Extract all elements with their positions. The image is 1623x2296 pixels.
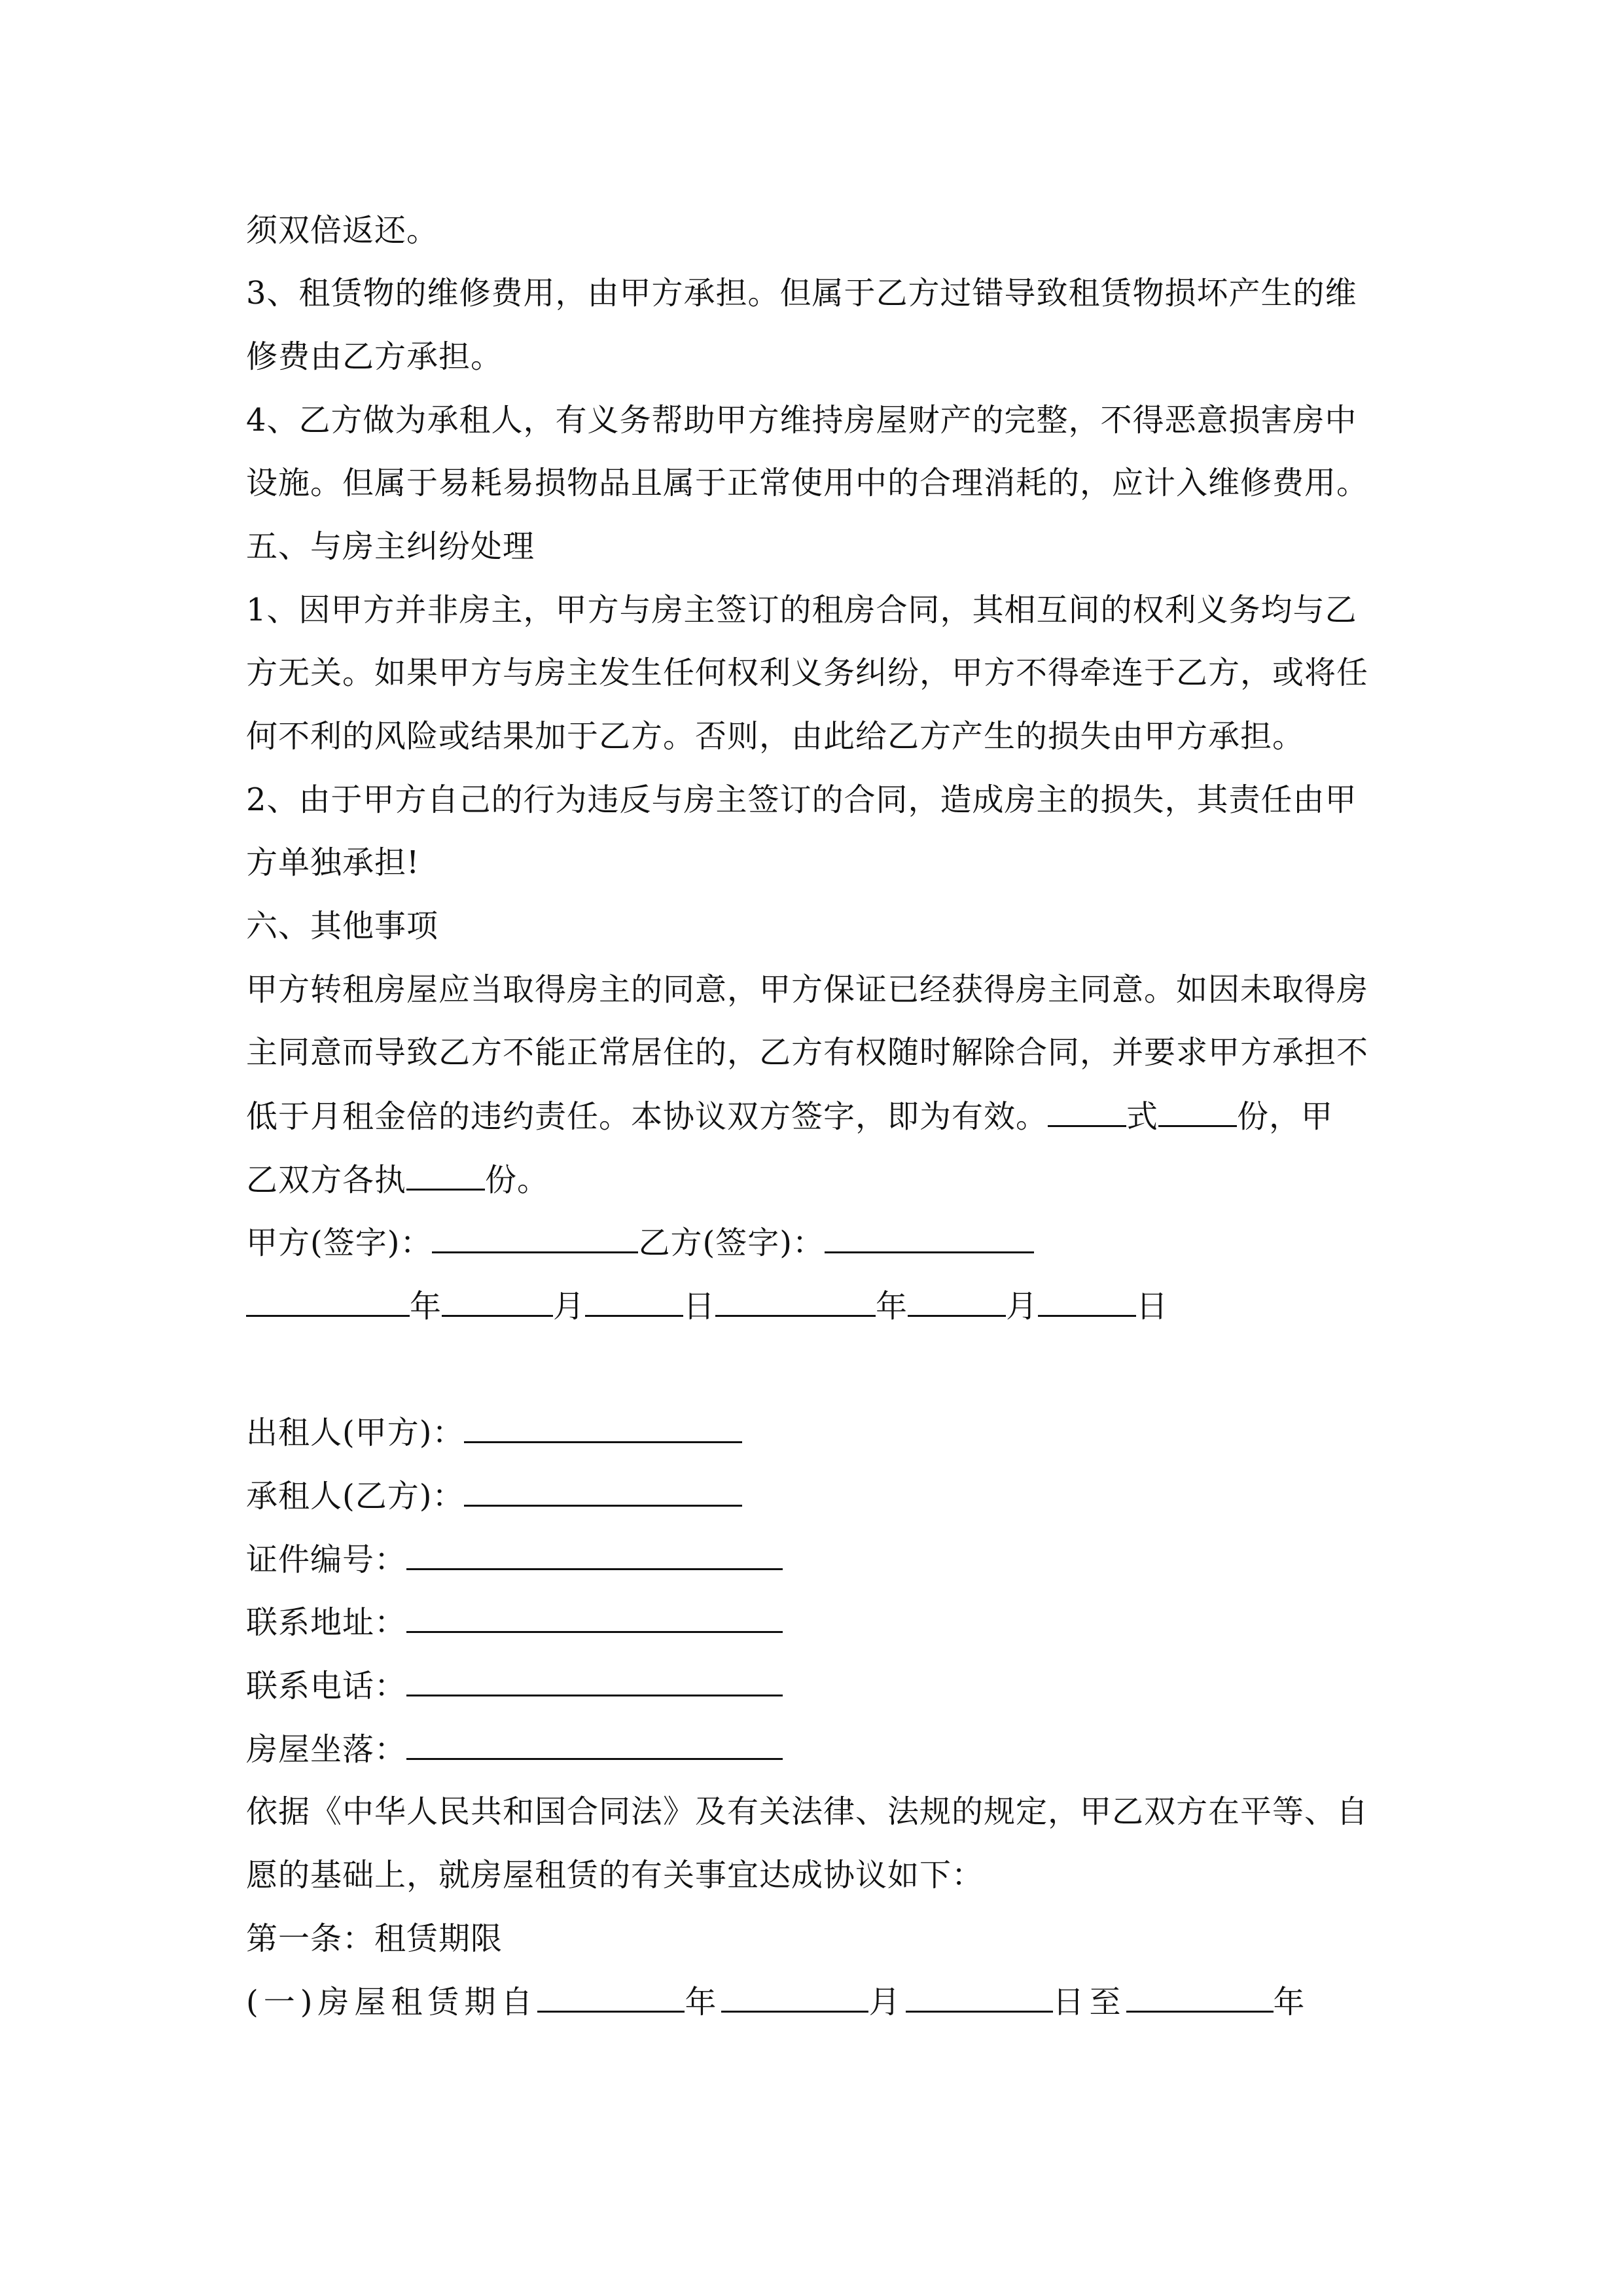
text-fragment: 式 (1126, 1098, 1159, 1135)
section-heading: 六、其他事项 (246, 908, 439, 944)
phone-label: 联系电话： (246, 1668, 407, 1704)
text-line: 甲方转租房屋应当取得房主的同意，甲方保证已经获得房主同意。如因未取得房 (246, 971, 1369, 1008)
text-fragment: 乙双方各执 (246, 1162, 407, 1198)
address-field[interactable] (406, 1602, 783, 1633)
article-heading: 第一条：租赁期限 (246, 1920, 503, 1957)
day-label: 日 (1136, 1288, 1169, 1325)
start-month-blank[interactable] (721, 1982, 868, 2013)
start-day-blank[interactable] (906, 1982, 1053, 2013)
section-heading: 五、与房主纠纷处理 (246, 528, 535, 565)
text-line: 4、乙方做为承租人，有义务帮助甲方维持房屋财产的完整，不得恶意损害房中 (246, 402, 1357, 439)
text-line: 依据《中华人民共和国合同法》及有关法律、法规的规定，甲乙双方在平等、自 (246, 1793, 1369, 1830)
signature-line (246, 1223, 1034, 1263)
month-blank[interactable] (908, 1286, 1006, 1317)
text-line (246, 1096, 1333, 1136)
text-fragment: 份，甲 (1237, 1098, 1334, 1135)
month-label: 月 (553, 1288, 586, 1325)
text-line: 2、由于甲方自己的行为违反与房主签订的合同，造成房主的损失，其责任由甲 (246, 781, 1357, 818)
text-line (246, 1160, 549, 1200)
month-blank[interactable] (442, 1286, 553, 1317)
form-row-id (246, 1539, 783, 1579)
start-year-blank[interactable] (537, 1982, 685, 2013)
id-number-field[interactable] (406, 1539, 783, 1570)
year-label: 年 (876, 1288, 908, 1325)
location-field[interactable] (406, 1729, 783, 1760)
text-line: 1、因甲方并非房主，甲方与房主签订的租房合同，其相互间的权利义务均与乙 (246, 592, 1357, 628)
text-line: 修费由乙方承担。 (246, 338, 503, 375)
day-to-label: 日至 (1052, 1984, 1126, 2020)
text-line: 何不利的风险或结果加于乙方。否则，由此给乙方产生的损失由甲方承担。 (246, 718, 1305, 755)
copies-each-blank[interactable] (406, 1160, 485, 1191)
term-label: (一)房屋租赁期自 (246, 1984, 538, 2020)
text-line: 主同意而导致乙方不能正常居住的，乙方有权随时解除合同，并要求甲方承担不 (246, 1034, 1369, 1071)
text-line: 方无关。如果甲方与房主发生任何权利义务纠纷，甲方不得牵连于乙方，或将任 (246, 655, 1369, 691)
copies-blank[interactable] (1158, 1096, 1237, 1127)
form-row-location (246, 1729, 783, 1769)
text-line: 设施。但属于易耗易损物品且属于正常使用中的合理消耗的，应计入维修费用。 (246, 465, 1369, 501)
day-blank[interactable] (1038, 1286, 1136, 1317)
lease-term-line (246, 1982, 1310, 2022)
text-line: 方单独承担! (246, 844, 420, 881)
end-year-blank[interactable] (1126, 1982, 1274, 2013)
day-label: 日 (683, 1288, 716, 1325)
form-row-lessor (246, 1412, 742, 1452)
party-b-sign-label: 乙方(签字)： (638, 1225, 825, 1261)
year-label: 年 (685, 1984, 722, 2020)
text-line: 3、租赁物的维修费用，由甲方承担。但属于乙方过错导致租赁物损坏产生的维 (246, 275, 1357, 312)
form-row-lessee (246, 1476, 742, 1516)
lessor-label: 出租人(甲方)： (246, 1414, 465, 1451)
text-line: 愿的基础上，就房屋租赁的有关事宜达成协议如下： (246, 1857, 984, 1893)
phone-field[interactable] (406, 1666, 783, 1696)
lessor-field[interactable] (464, 1412, 742, 1443)
id-number-label: 证件编号： (246, 1541, 407, 1578)
text-line: 须双倍返还。 (246, 212, 439, 249)
form-row-address (246, 1602, 783, 1642)
text-fragment: 低于月租金倍的违约责任。本协议双方签字，即为有效。 (246, 1098, 1048, 1135)
month-label: 月 (1006, 1288, 1039, 1325)
day-blank[interactable] (585, 1286, 683, 1317)
lessee-label: 承租人(乙方)： (246, 1478, 465, 1515)
year-label: 年 (1273, 1984, 1310, 2020)
address-label: 联系地址： (246, 1604, 407, 1641)
party-a-sign-blank[interactable] (432, 1223, 638, 1253)
year-blank[interactable] (715, 1286, 876, 1317)
copies-blank[interactable] (1048, 1096, 1126, 1127)
form-row-phone (246, 1666, 783, 1706)
party-a-sign-label: 甲方(签字)： (246, 1225, 433, 1261)
location-label: 房屋坐落： (246, 1731, 407, 1768)
year-blank[interactable] (246, 1286, 410, 1317)
text-fragment: 份。 (485, 1162, 550, 1198)
party-b-sign-blank[interactable] (825, 1223, 1034, 1253)
year-label: 年 (410, 1288, 442, 1325)
date-line (246, 1286, 1168, 1326)
lessee-field[interactable] (464, 1476, 742, 1507)
month-label: 月 (868, 1984, 906, 2020)
